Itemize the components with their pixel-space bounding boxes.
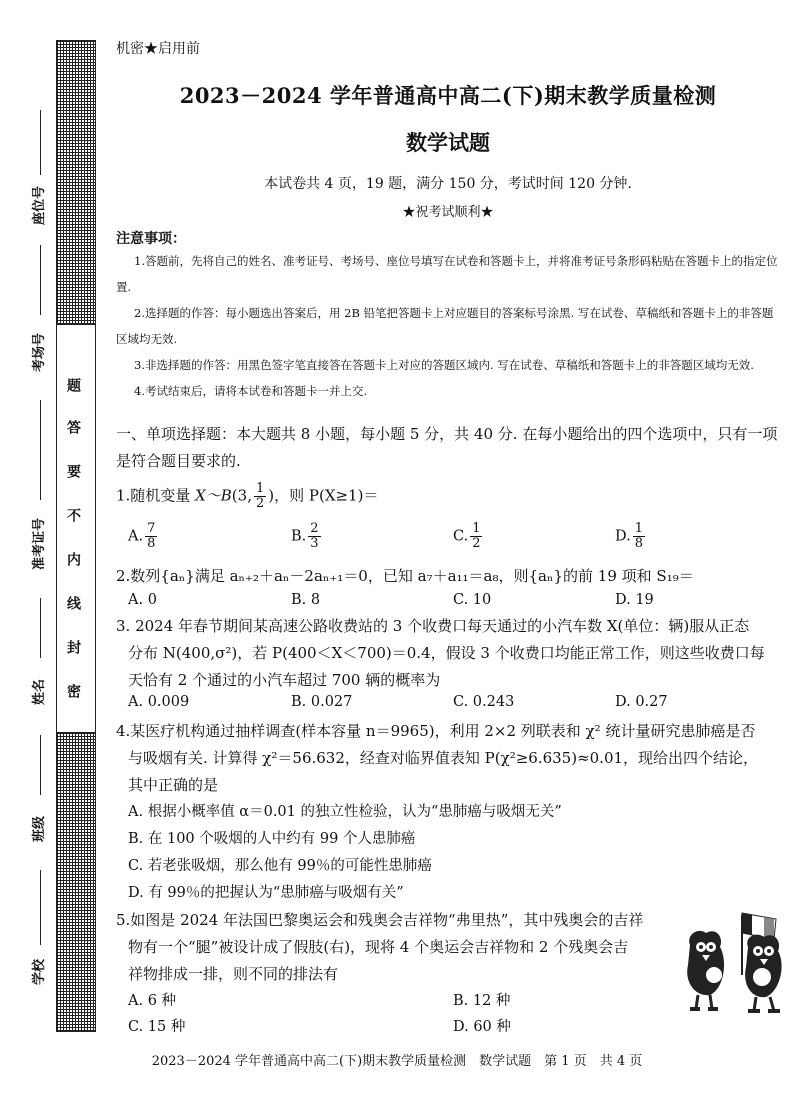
q2-option-c[interactable]: C. 10	[453, 592, 492, 608]
room-number-line	[40, 245, 41, 315]
q1-stem-prefix: 1.随机变量	[116, 486, 196, 505]
exam-info: 本试卷共 4 页，19 题，满分 150 分，考试时间 120 分钟.	[264, 176, 632, 192]
q2-options	[128, 592, 780, 614]
page-footer: 2023－2024 学年普通高中高二(下)期末教学质量检测 数学试题 第 1 页 共 4 页	[151, 1054, 643, 1069]
q1-option-a[interactable]	[128, 522, 159, 551]
seal-word: 密	[65, 684, 81, 698]
seal-word: 内	[65, 552, 81, 566]
class-label: 班级	[32, 815, 47, 842]
question-5	[116, 907, 671, 988]
fraction-numerator: 1	[472, 521, 481, 536]
q5-line: 物有一个“腿”被设计成了假肢(右)，现将 4 个奥运会吉祥物和 2 个残奥会吉	[128, 938, 629, 956]
q2-option-b[interactable]: B. 8	[291, 592, 321, 608]
question-4	[116, 718, 780, 799]
room-number-label: 考场号	[32, 332, 47, 372]
notice-list	[116, 248, 780, 404]
seal-word: 不	[65, 508, 81, 522]
olympic-mascot	[687, 931, 724, 1009]
q4-line: 与吸烟有关. 计算得 χ²＝56.632，经查对临界值表知 P(χ²≥6.635)≈0.01，现给出四个结论，	[128, 749, 759, 767]
q3-option-c[interactable]: C. 0.243	[453, 694, 515, 710]
q4-option-c[interactable]: C. 若老张吸烟，那么他有 99％的可能性患肺癌	[128, 858, 432, 874]
question-3	[116, 613, 780, 694]
q3-option-b[interactable]: B. 0.027	[291, 694, 353, 710]
q3-line: 3. 2024 年春节期间某高速公路收费站的 3 个收费口每天通过的小汽车数 X(单位：辆)服从正态	[116, 617, 750, 635]
q1-option-d[interactable]	[615, 522, 647, 551]
seal-word: 封	[65, 640, 81, 654]
confidential-mark: 机密★启用前	[116, 41, 200, 57]
q1-options	[128, 522, 780, 562]
good-luck-line: ★祝考试顺利★	[402, 205, 494, 220]
seal-word: 要	[65, 464, 81, 478]
q1-stem-open: (3,	[231, 486, 252, 505]
option-fraction	[145, 522, 157, 551]
exam-id-line	[40, 400, 41, 500]
school-line	[40, 870, 41, 945]
notice-heading: 注意事项：	[116, 231, 186, 247]
q4-option-a[interactable]: A. 根据小概率值 α＝0.01 的独立性检验，认为“患肺癌与吸烟无关”	[128, 804, 562, 820]
seal-word: 线	[65, 596, 81, 610]
fraction-denominator: 2	[255, 496, 265, 511]
exam-id-label: 准考证号	[32, 517, 47, 570]
paralympic-mascot	[742, 913, 782, 1011]
option-fraction	[308, 522, 320, 551]
option-label: D.	[615, 528, 631, 545]
question-1	[116, 482, 780, 511]
q1-stem-var: X～B	[195, 486, 232, 505]
fraction-denominator: 8	[147, 536, 156, 551]
notice-item: 3.非选择题的作答：用黑色签字笔直接答在答题卡上对应的答题区域内. 写在试卷、草稿纸和答题卡上的非答题区域均无效.	[134, 358, 754, 372]
binding-strip	[0, 0, 110, 1119]
seal-word: 题	[65, 378, 81, 392]
q2-option-a[interactable]: A. 0	[128, 592, 157, 608]
q5-option-d[interactable]: D. 60 种	[453, 1019, 511, 1035]
seat-number-line	[40, 110, 41, 175]
hatched-margin-bottom	[56, 732, 96, 1032]
q1-half-fraction	[254, 482, 266, 511]
notice-item: 4.考试结束后，请将本试卷和答题卡一并上交.	[134, 384, 368, 398]
q5-line: 祥物排成一排，则不同的排法有	[128, 965, 339, 983]
q4-option-d[interactable]: D. 有 99％的把握认为“患肺癌与吸烟有关”	[128, 885, 404, 901]
q5-option-b[interactable]: B. 12 种	[453, 993, 511, 1009]
question-2: 2.数列{aₙ}满足 aₙ₊₂＋aₙ－2aₙ₊₁＝0，已知 a₇＋a₁₁＝a₈，则{aₙ}的前 19 项和 S₁₉＝	[116, 567, 694, 585]
fraction-numerator: 2	[310, 521, 319, 536]
seat-number-label: 座位号	[32, 185, 47, 225]
q1-option-c[interactable]	[453, 522, 484, 551]
q5-options	[128, 989, 668, 1037]
section-heading: 一、单项选择题：本大题共 8 小题，每小题 5 分，共 40 分. 在每小题给出的四个选项中，只有一项是符合题目要求的.	[116, 425, 778, 470]
q5-line: 5.如图是 2024 年法国巴黎奥运会和残奥会吉祥物“弗里热”，其中残奥会的吉祥	[116, 911, 644, 929]
fraction-numerator: 1	[634, 521, 643, 536]
option-fraction	[633, 522, 645, 551]
q5-option-c[interactable]: C. 15 种	[128, 1019, 186, 1035]
hatched-margin-top	[56, 40, 96, 325]
q3-line: 天恰有 2 个通过的小汽车超过 700 辆的概率为	[128, 671, 441, 689]
option-label: C.	[453, 528, 469, 545]
q4-options	[128, 799, 562, 907]
mascot-illustration	[676, 905, 794, 1025]
q3-option-a[interactable]: A. 0.009	[128, 694, 190, 710]
exam-subject: 数学试题	[406, 130, 490, 155]
option-label: B.	[291, 528, 307, 545]
name-label: 姓名	[32, 678, 47, 705]
option-fraction	[470, 522, 482, 551]
notice-item: 1.答题前，先将自己的姓名、准考证号、考场号、座位号填写在试卷和答题卡上，并将准考证号条形码粘贴在答题卡上的指定位置.	[116, 254, 778, 294]
exam-title: 2023－2024 学年普通高中高二(下)期末教学质量检测	[179, 83, 717, 108]
fraction-denominator: 8	[634, 536, 643, 551]
fraction-numerator: 7	[147, 521, 156, 536]
q4-line: 4.某医疗机构通过抽样调查(样本容量 n＝9965)，利用 2×2 列联表和 χ² 统计量研究患肺癌是否	[116, 722, 756, 740]
name-line	[40, 598, 41, 658]
q3-option-d[interactable]: D. 0.27	[615, 694, 668, 710]
q3-options	[128, 694, 780, 716]
q2-option-d[interactable]: D. 19	[615, 592, 654, 608]
q1-stem-suffix: )，则 P(X≥1)＝	[268, 486, 379, 505]
q4-option-b[interactable]: B. 在 100 个吸烟的人中约有 99 个人患肺癌	[128, 831, 416, 847]
fraction-denominator: 3	[310, 536, 319, 551]
q4-line: 其中正确的是	[128, 776, 219, 794]
seal-word: 答	[65, 420, 81, 434]
fraction-denominator: 2	[472, 536, 481, 551]
q5-option-a[interactable]: A. 6 种	[128, 993, 177, 1009]
class-line	[40, 735, 41, 795]
fraction-numerator: 1	[255, 481, 265, 496]
notice-item: 2.选择题的作答：每小题选出答案后，用 2B 铅笔把答题卡上对应题目的答案标号涂黑. 写在试卷、草稿纸和答题卡上的非答题区域均无效.	[116, 306, 774, 346]
q3-line: 分布 N(400,σ²)，若 P(400＜X＜700)＝0.4，假设 3 个收费口均能正常工作，则这些收费口每	[128, 644, 765, 662]
option-label: A.	[128, 528, 144, 545]
q1-option-b[interactable]	[291, 522, 323, 551]
school-label: 学校	[32, 958, 47, 985]
